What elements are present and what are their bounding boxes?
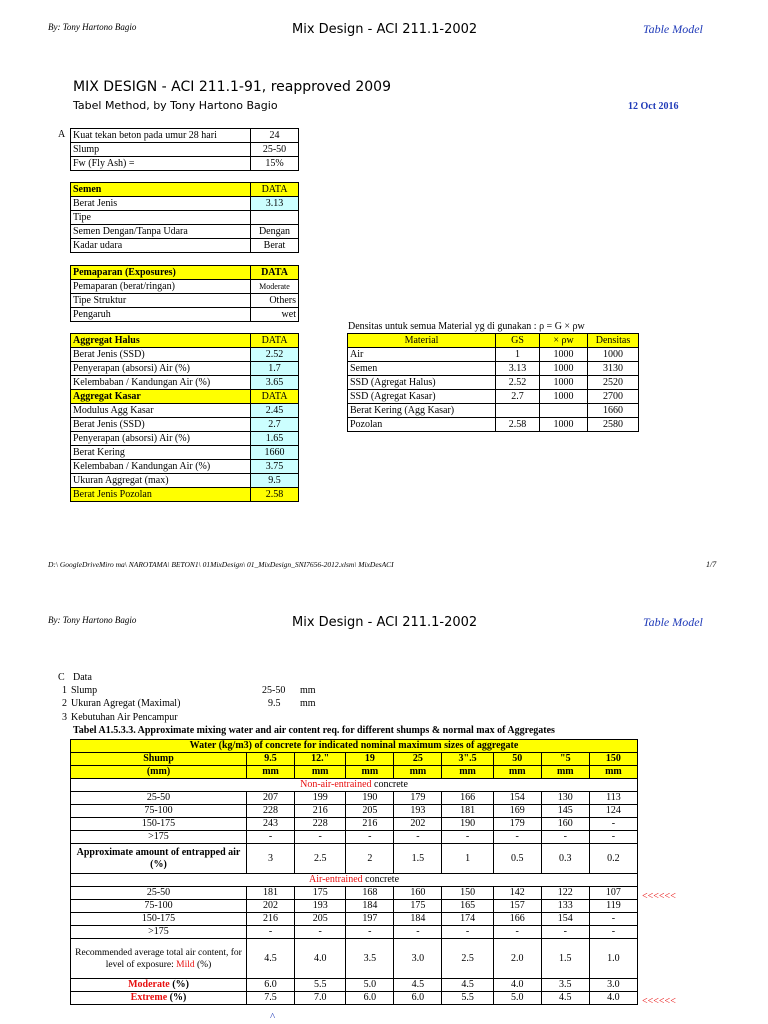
value-cell: - <box>589 831 637 844</box>
date-label: 12 Oct 2016 <box>628 101 679 112</box>
pozolan-label: Berat Jenis Pozolan <box>71 488 251 502</box>
subtitle: Tabel Method, by Tony Hartono Bagio <box>73 99 278 112</box>
water-table <box>70 739 638 1005</box>
value-cell: 4.5 <box>247 939 295 979</box>
exposure-label: Tipe Struktur <box>71 294 251 308</box>
density-col-header: Densitas <box>588 334 639 348</box>
density-cell: 1 <box>496 348 540 362</box>
non-air-row <box>71 805 638 818</box>
exposure-header: Pemaparan (Exposures) <box>71 266 251 280</box>
value-cell: 184 <box>394 913 442 926</box>
density-cell: 1000 <box>540 418 588 432</box>
slump-cell: 75-100 <box>71 900 247 913</box>
coarse-value: 1.65 <box>251 432 299 446</box>
fine-label: Berat Jenis (SSD) <box>71 348 251 362</box>
value-cell: 193 <box>394 805 442 818</box>
density-cell: SSD (Agregat Kasar) <box>348 390 496 404</box>
semen-value: Dengan <box>251 225 299 239</box>
table-model-label: Table Model <box>643 22 703 36</box>
value-cell: 5.5 <box>442 992 493 1005</box>
density-cell: 2.7 <box>496 390 540 404</box>
input-label: Fw (Fly Ash) = <box>71 157 251 171</box>
value-cell: 6.0 <box>247 979 295 992</box>
moderate-label: Moderate <box>128 979 170 990</box>
value-cell: 6.0 <box>394 992 442 1005</box>
coarse-label: Ukuran Aggregat (max) <box>71 474 251 488</box>
value-cell: 2 <box>346 844 394 874</box>
fine-aggregate-header: Aggregat Halus <box>71 334 251 348</box>
value-cell: 5.0 <box>346 979 394 992</box>
fine-value: 1.7 <box>251 362 299 376</box>
unit-header: mm <box>247 766 295 779</box>
value-cell: 216 <box>346 818 394 831</box>
value-cell: 3.0 <box>589 979 637 992</box>
value-cell: - <box>394 926 442 939</box>
unit-header: mm <box>295 766 346 779</box>
density-cell: 3130 <box>588 362 639 376</box>
entrapped-air-label: Approximate amount of entrapped air (%) <box>71 844 247 874</box>
value-cell: 207 <box>247 792 295 805</box>
value-cell: 160 <box>394 887 442 900</box>
density-cell: 2580 <box>588 418 639 432</box>
coarse-value: 1660 <box>251 446 299 460</box>
value-cell: 119 <box>589 900 637 913</box>
air-row <box>71 926 638 939</box>
table-caption: Tabel A1.5.3.3. Approximate mixing water and air content req. for different shumps & normal max of Aggregates <box>73 725 555 736</box>
density-cell: 2700 <box>588 390 639 404</box>
value-cell: 0.3 <box>541 844 589 874</box>
value-cell: 166 <box>442 792 493 805</box>
value-cell: 181 <box>442 805 493 818</box>
density-table <box>347 333 639 432</box>
non-air-row <box>71 831 638 844</box>
value-cell: 4.0 <box>493 979 541 992</box>
value-cell: 150 <box>442 887 493 900</box>
value-cell: 166 <box>493 913 541 926</box>
density-col-header: Material <box>348 334 496 348</box>
fine-label: Kelembaban / Kandungan Air (%) <box>71 376 251 390</box>
value-cell: 122 <box>541 887 589 900</box>
size-header: 3".5 <box>442 753 493 766</box>
exposure-value: wet <box>251 308 299 322</box>
input-table <box>70 128 299 171</box>
value-cell: 113 <box>589 792 637 805</box>
value-cell: 175 <box>394 900 442 913</box>
exposure-table <box>70 265 299 322</box>
semen-label: Semen Dengan/Tanpa Udara <box>71 225 251 239</box>
value-cell: 216 <box>247 913 295 926</box>
value-cell: 190 <box>442 818 493 831</box>
value-cell: 190 <box>346 792 394 805</box>
slump-cell: 75-100 <box>71 805 247 818</box>
value-cell: 142 <box>493 887 541 900</box>
slump-cell: 150-175 <box>71 818 247 831</box>
aggregate-table <box>70 333 299 502</box>
value-cell: 1 <box>442 844 493 874</box>
value-cell: 154 <box>493 792 541 805</box>
unit-header: mm <box>442 766 493 779</box>
footer-page-number: 1/7 <box>706 560 717 569</box>
value-cell: - <box>295 926 346 939</box>
unit-header: mm <box>493 766 541 779</box>
concrete-label: concrete <box>371 779 408 790</box>
extreme-row-marker: <<<<<< <box>642 996 676 1007</box>
semen-value: 3.13 <box>251 197 299 211</box>
density-cell: SSD (Agregat Halus) <box>348 376 496 390</box>
density-cell: 2.58 <box>496 418 540 432</box>
value-cell: 107 <box>589 887 637 900</box>
value-cell: 154 <box>541 913 589 926</box>
coarse-label: Penyerapan (absorsi) Air (%) <box>71 432 251 446</box>
exposure-value: Others <box>251 294 299 308</box>
value-cell: 2.0 <box>493 939 541 979</box>
density-cell: 2.52 <box>496 376 540 390</box>
document-title: Mix Design - ACI 211.1-2002 <box>292 22 478 37</box>
value-cell: 193 <box>295 900 346 913</box>
table-model-label: Table Model <box>643 615 703 629</box>
value-cell: 7.0 <box>295 992 346 1005</box>
density-cell: 2520 <box>588 376 639 390</box>
entrapped-air-row <box>71 844 638 874</box>
semen-label: Tipe <box>71 211 251 225</box>
air-row <box>71 887 638 900</box>
document-title: Mix Design - ACI 211.1-2002 <box>292 615 478 630</box>
coarse-aggregate-header: Aggregat Kasar <box>71 390 251 404</box>
section-c-label: C <box>58 672 65 683</box>
coarse-label: Berat Kering <box>71 446 251 460</box>
value-cell: - <box>442 831 493 844</box>
input-value: 15% <box>251 157 299 171</box>
item-value: 25-50 <box>262 685 286 696</box>
value-cell: 1.5 <box>394 844 442 874</box>
value-cell: - <box>442 926 493 939</box>
value-cell: 2.5 <box>295 844 346 874</box>
selected-row-marker: <<<<<< <box>642 891 676 902</box>
exposure-value: Moderate <box>251 280 299 294</box>
item-value: 9.5 <box>268 698 281 709</box>
column-pointer: ^ <box>270 1011 276 1023</box>
value-cell: 0.5 <box>493 844 541 874</box>
moderate-row <box>71 979 638 992</box>
item-label: Slump <box>71 685 98 696</box>
value-cell: - <box>589 913 637 926</box>
semen-table <box>70 182 299 253</box>
unit-header: mm <box>346 766 394 779</box>
value-cell: 169 <box>493 805 541 818</box>
density-col-header: × ρw <box>540 334 588 348</box>
semen-label: Kadar udara <box>71 239 251 253</box>
fine-value: 2.52 <box>251 348 299 362</box>
non-air-label: Non-air-entrained <box>300 779 372 790</box>
value-cell: 3.5 <box>346 939 394 979</box>
semen-header: Semen <box>71 183 251 197</box>
value-cell: 4.0 <box>295 939 346 979</box>
author-credit: By: Tony Hartono Bagio <box>48 615 137 625</box>
value-cell: - <box>589 926 637 939</box>
slump-cell: >175 <box>71 926 247 939</box>
recommended-text: Recommended average total air content, for level of exposure: <box>75 947 242 970</box>
value-cell: - <box>247 926 295 939</box>
slump-unit-header: (mm) <box>71 766 247 779</box>
size-header: 9.5 <box>247 753 295 766</box>
density-cell: Pozolan <box>348 418 496 432</box>
item-label: Kebutuhan Air Pencampur <box>71 712 178 723</box>
coarse-label: Modulus Agg Kasar <box>71 404 251 418</box>
fine-value: 3.65 <box>251 376 299 390</box>
coarse-value: 3.75 <box>251 460 299 474</box>
slump-cell: 25-50 <box>71 792 247 805</box>
exposure-label: Pengaruh <box>71 308 251 322</box>
extreme-row <box>71 992 638 1005</box>
value-cell: - <box>346 926 394 939</box>
moderate-label-cell <box>71 979 247 992</box>
slump-cell: 150-175 <box>71 913 247 926</box>
exposure-label: Pemaparan (berat/ringan) <box>71 280 251 294</box>
semen-value: Berat <box>251 239 299 253</box>
value-cell: 216 <box>295 805 346 818</box>
item-unit: mm <box>300 685 316 696</box>
value-cell: 4.5 <box>541 992 589 1005</box>
semen-value <box>251 211 299 225</box>
value-cell: 3.0 <box>394 939 442 979</box>
mild-label: Mild <box>176 959 195 970</box>
value-cell: 174 <box>442 913 493 926</box>
input-value: 24 <box>251 129 299 143</box>
non-air-entrained-heading <box>71 779 638 792</box>
author-credit: By: Tony Hartono Bagio <box>48 22 137 32</box>
size-header: 150 <box>589 753 637 766</box>
value-cell: 130 <box>541 792 589 805</box>
coarse-label: Berat Jenis (SSD) <box>71 418 251 432</box>
density-cell <box>540 404 588 418</box>
item-number: 2 <box>62 698 67 709</box>
value-cell: 175 <box>295 887 346 900</box>
value-cell: 205 <box>346 805 394 818</box>
value-cell: 7.5 <box>247 992 295 1005</box>
density-cell: 1000 <box>540 390 588 404</box>
density-cell: Semen <box>348 362 496 376</box>
value-cell: 145 <box>541 805 589 818</box>
value-cell: 160 <box>541 818 589 831</box>
density-cell: 3.13 <box>496 362 540 376</box>
value-cell: 5.5 <box>295 979 346 992</box>
value-cell: - <box>346 831 394 844</box>
air-row <box>71 900 638 913</box>
pct-suffix: (%) <box>169 992 187 1003</box>
value-cell: 157 <box>493 900 541 913</box>
value-cell: 133 <box>541 900 589 913</box>
coarse-value: 2.45 <box>251 404 299 418</box>
slump-cell: >175 <box>71 831 247 844</box>
density-cell: 1000 <box>540 348 588 362</box>
pozolan-value: 2.58 <box>251 488 299 502</box>
item-number: 1 <box>62 685 67 696</box>
density-cell: 1000 <box>588 348 639 362</box>
value-cell: 168 <box>346 887 394 900</box>
pct-suffix: (%) <box>197 959 212 970</box>
value-cell: 179 <box>493 818 541 831</box>
value-cell: 124 <box>589 805 637 818</box>
footer-path: D:\ GoogleDriveMiro ma\ NAROTAMA\ BETON1\ 01MixDesign\ 01_MixDesign_SNI7656-2012.xlsm\ MixDesACI <box>48 560 394 569</box>
density-cell <box>496 404 540 418</box>
concrete-label: concrete <box>362 874 400 885</box>
value-cell: 205 <box>295 913 346 926</box>
value-cell: 202 <box>247 900 295 913</box>
value-cell: 179 <box>394 792 442 805</box>
data-header: DATA <box>251 334 299 348</box>
semen-label: Berat Jenis <box>71 197 251 211</box>
density-caption: Densitas untuk semua Material yg di gunakan : ρ = G × ρw <box>348 321 585 332</box>
value-cell: 184 <box>346 900 394 913</box>
recommended-air-label <box>71 939 247 979</box>
density-cell: Air <box>348 348 496 362</box>
mild-row <box>71 939 638 979</box>
value-cell: - <box>295 831 346 844</box>
value-cell: 181 <box>247 887 295 900</box>
value-cell: 228 <box>295 818 346 831</box>
air-row <box>71 913 638 926</box>
value-cell: 202 <box>394 818 442 831</box>
unit-header: mm <box>394 766 442 779</box>
density-cell: Berat Kering (Agg Kasar) <box>348 404 496 418</box>
value-cell: 4.5 <box>394 979 442 992</box>
value-cell: 4.0 <box>589 992 637 1005</box>
size-header: 50 <box>493 753 541 766</box>
value-cell: 5.0 <box>493 992 541 1005</box>
value-cell: 6.0 <box>346 992 394 1005</box>
unit-header: mm <box>541 766 589 779</box>
value-cell: 4.5 <box>442 979 493 992</box>
extreme-label-cell <box>71 992 247 1005</box>
density-cell: 1660 <box>588 404 639 418</box>
input-value: 25-50 <box>251 143 299 157</box>
value-cell: - <box>493 831 541 844</box>
value-cell: 199 <box>295 792 346 805</box>
value-cell: 0.2 <box>589 844 637 874</box>
fine-label: Penyerapan (absorsi) Air (%) <box>71 362 251 376</box>
value-cell: 1.0 <box>589 939 637 979</box>
main-title: MIX DESIGN - ACI 211.1-91, reapproved 2009 <box>73 79 391 95</box>
coarse-label: Kelembaban / Kandungan Air (%) <box>71 460 251 474</box>
non-air-row <box>71 792 638 805</box>
section-a-label: A <box>58 129 66 140</box>
air-entrained-label: Air-entrained <box>308 874 363 885</box>
value-cell: 228 <box>247 805 295 818</box>
size-header: 19 <box>346 753 394 766</box>
pct-suffix: (%) <box>172 979 189 990</box>
value-cell: - <box>247 831 295 844</box>
slump-cell: 25-50 <box>71 887 247 900</box>
density-cell: 1000 <box>540 376 588 390</box>
value-cell: - <box>589 818 637 831</box>
coarse-value: 2.7 <box>251 418 299 432</box>
size-header: 12." <box>295 753 346 766</box>
value-cell: 3.5 <box>541 979 589 992</box>
value-cell: 197 <box>346 913 394 926</box>
density-cell: 1000 <box>540 362 588 376</box>
value-cell: - <box>541 831 589 844</box>
data-header: DATA <box>251 266 299 280</box>
extreme-label: Extreme <box>130 992 168 1003</box>
value-cell: - <box>394 831 442 844</box>
value-cell: 1.5 <box>541 939 589 979</box>
value-cell: 165 <box>442 900 493 913</box>
size-header: 25 <box>394 753 442 766</box>
density-col-header: GS <box>496 334 540 348</box>
value-cell: 2.5 <box>442 939 493 979</box>
data-heading: Data <box>73 672 92 683</box>
value-cell: - <box>541 926 589 939</box>
value-cell: 3 <box>247 844 295 874</box>
item-label: Ukuran Agregat (Maximal) <box>71 698 181 709</box>
value-cell: 243 <box>247 818 295 831</box>
input-label: Kuat tekan beton pada umur 28 hari <box>71 129 251 143</box>
item-unit: mm <box>300 698 316 709</box>
slump-header: Shump <box>71 753 247 766</box>
size-header: "5 <box>541 753 589 766</box>
air-entrained-heading <box>71 874 638 887</box>
coarse-value: 9.5 <box>251 474 299 488</box>
water-table-top-header: Water (kg/m3) of concrete for indicated nominal maximum sizes of aggregate <box>71 740 638 753</box>
input-label: Slump <box>71 143 251 157</box>
data-header: DATA <box>251 183 299 197</box>
data-header: DATA <box>251 390 299 404</box>
item-number: 3 <box>62 712 67 723</box>
value-cell: - <box>493 926 541 939</box>
non-air-row <box>71 818 638 831</box>
unit-header: mm <box>589 766 637 779</box>
